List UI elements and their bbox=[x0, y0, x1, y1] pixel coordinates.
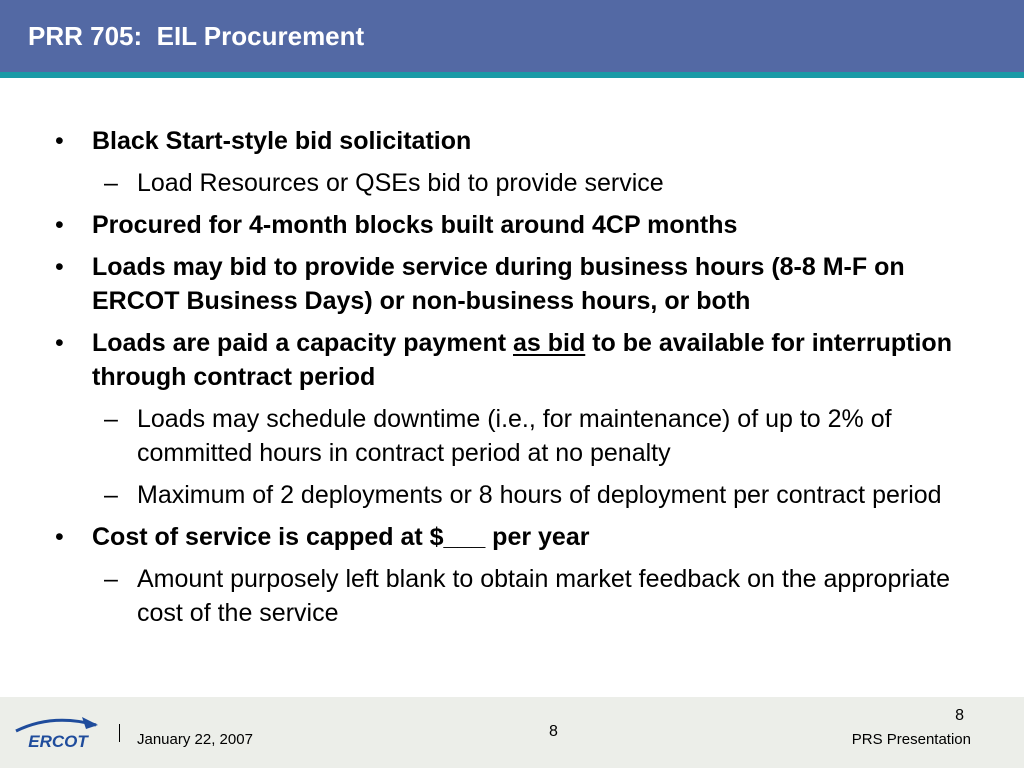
sub-bullet-text: Maximum of 2 deployments or 8 hours of deployment per contract period bbox=[137, 481, 942, 509]
slide-title: PRR 705: EIL Procurement bbox=[28, 21, 365, 51]
slide-number: 8 bbox=[955, 707, 964, 724]
bullet-marker: • bbox=[55, 523, 64, 551]
sub-bullet-item bbox=[0, 562, 1024, 630]
bullet-text: Cost of service is capped at $___ per year bbox=[92, 523, 590, 551]
bullet-item bbox=[0, 208, 1024, 242]
sub-bullet-item bbox=[0, 478, 1024, 512]
footer-divider bbox=[119, 724, 120, 742]
bullet-text: Procured for 4-month blocks built around 4CP months bbox=[92, 211, 738, 239]
sub-bullet-marker: – bbox=[104, 169, 118, 197]
sub-bullet-item bbox=[0, 402, 1024, 470]
sub-bullet-marker: – bbox=[104, 405, 118, 433]
bullet-item bbox=[0, 124, 1024, 158]
footer-page-number: 8 bbox=[549, 723, 558, 740]
title-underline-rule bbox=[0, 72, 1024, 78]
bullet-text: Loads may bid to provide service during business hours (8-8 M-F on ERCOT Business Days) or non-business hours, or both bbox=[92, 253, 905, 315]
footer-date: January 22, 2007 bbox=[137, 731, 253, 748]
bullet-item bbox=[0, 250, 1024, 318]
bullet-text bbox=[92, 326, 982, 394]
bullet-item bbox=[0, 326, 1024, 394]
sub-bullet-text: Load Resources or QSEs bid to provide service bbox=[137, 169, 664, 197]
slide-footer bbox=[0, 697, 1024, 768]
ercot-logo bbox=[12, 711, 104, 751]
bullet-text: Black Start-style bid solicitation bbox=[92, 127, 472, 155]
presentation-name: PRS Presentation bbox=[851, 731, 971, 748]
sub-bullet-text: Loads may schedule downtime (i.e., for maintenance) of up to 2% of committed hours in contract period at no penalty bbox=[137, 405, 892, 467]
title-bar bbox=[0, 0, 1024, 72]
logo-wordmark: ERCOT bbox=[28, 732, 88, 751]
sub-bullet-marker: – bbox=[104, 565, 118, 593]
sub-bullet-text: Amount purposely left blank to obtain market feedback on the appropriate cost of the service bbox=[137, 565, 951, 627]
underlined-emphasis: as bid bbox=[513, 329, 586, 357]
bullet-marker: • bbox=[55, 253, 64, 281]
slide-body bbox=[0, 124, 1024, 638]
bullet-marker: • bbox=[55, 329, 64, 357]
sub-bullet-marker: – bbox=[104, 481, 118, 509]
bullet-text-part: Loads are paid a capacity payment bbox=[92, 329, 513, 357]
logo-arrowhead bbox=[82, 717, 98, 729]
bullet-marker: • bbox=[55, 127, 64, 155]
bullet-text-part: to be available for interruption through contract period bbox=[92, 329, 952, 391]
bullet-marker: • bbox=[55, 211, 64, 239]
bullet-item bbox=[0, 520, 1024, 554]
sub-bullet-item bbox=[0, 166, 1024, 200]
